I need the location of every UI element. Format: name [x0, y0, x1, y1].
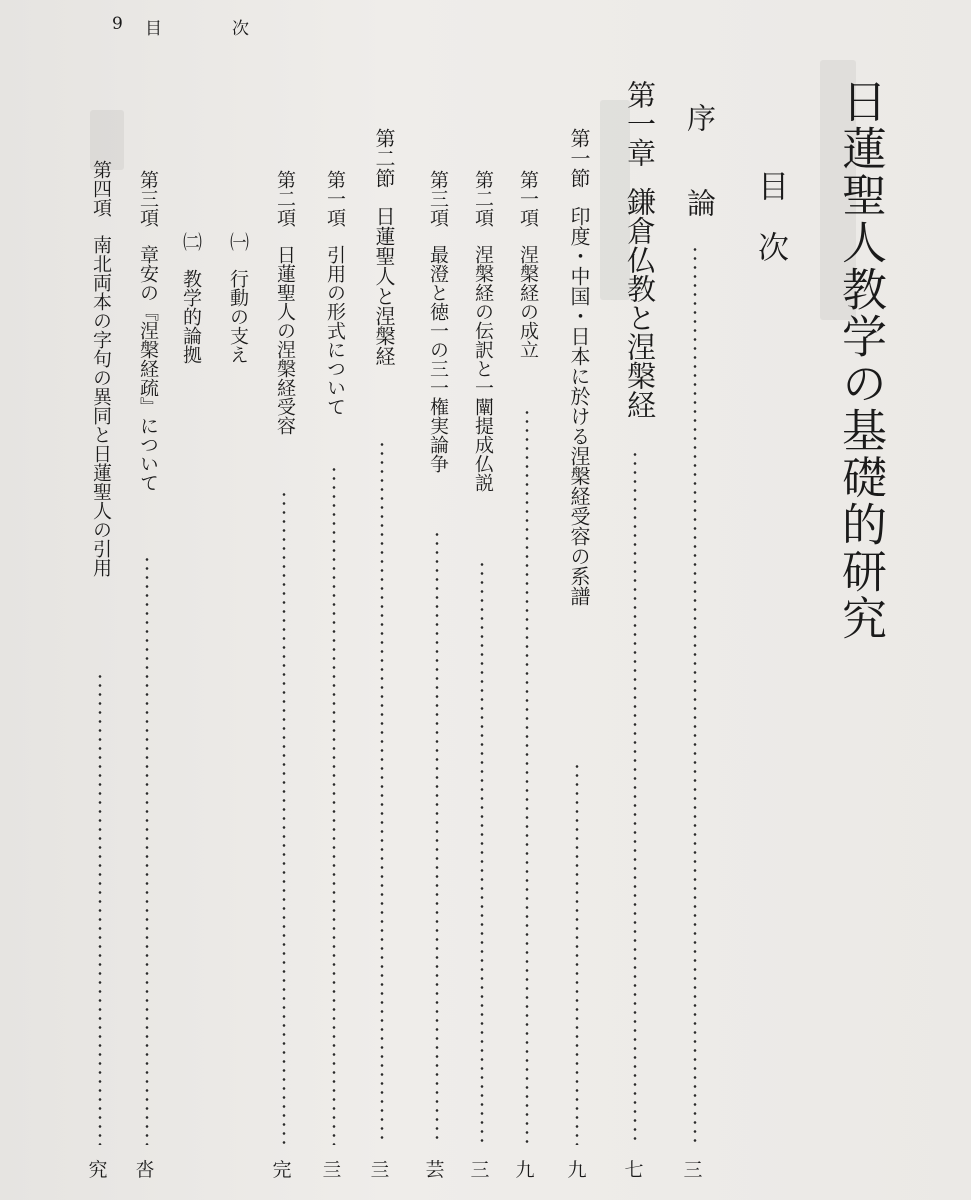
- toc-entry: 第三項最澄と徳一の三一権実論争: [427, 170, 449, 473]
- page-ref: 三: [683, 1159, 703, 1181]
- leader-dots: [332, 465, 336, 1145]
- running-head-right: 次: [232, 19, 249, 39]
- toc-entry: 第二節日蓮聖人と涅槃経: [372, 128, 396, 366]
- toc-entry: 第三項章安の『涅槃経疏』について: [137, 170, 159, 492]
- leader-dots: [633, 450, 637, 1145]
- page-ref: 亖: [370, 1159, 390, 1181]
- toc-entry: 第一節印度・中国・日本に於ける涅槃経受容の系譜: [567, 128, 591, 606]
- leader-dots: [380, 440, 384, 1145]
- page-ref: 究: [88, 1159, 108, 1181]
- running-head: [112, 14, 123, 34]
- toc-entry: 第一項涅槃経の成立: [517, 170, 539, 359]
- toc-entry: 第四項南北両本の字句の異同と日蓮聖人の引用: [90, 160, 112, 577]
- toc-entry: 序論: [683, 103, 717, 217]
- leader-dots: [525, 408, 529, 1145]
- page-ref: 七: [624, 1159, 644, 1181]
- leader-dots: [693, 245, 697, 1145]
- page-ref: 亖: [322, 1159, 342, 1181]
- leader-dots: [435, 530, 439, 1145]
- leader-dots: [575, 762, 579, 1145]
- toc-heading: 目次: [752, 170, 788, 292]
- page-ref: 三: [470, 1159, 490, 1181]
- toc-entry: 第一章鎌倉仏教と涅槃経: [623, 80, 657, 419]
- toc-entry: ㈡教学的論拠: [180, 232, 202, 364]
- toc-entry: 第二項涅槃経の伝訳と一闡提成仏説: [472, 170, 494, 492]
- toc-entry: 第一項引用の形式について: [324, 170, 346, 416]
- page-ref: 九: [567, 1159, 587, 1181]
- book-title: 日蓮聖人教学の基礎的研究: [834, 78, 887, 642]
- page-ref: 九: [515, 1159, 535, 1181]
- page-ref: 完: [272, 1159, 292, 1181]
- page-ref: 芸: [425, 1159, 445, 1181]
- page-number: 9: [112, 14, 123, 34]
- leader-dots: [145, 555, 149, 1145]
- toc-entry: ㈠行動の支え: [227, 232, 249, 364]
- leader-dots: [480, 560, 484, 1145]
- page-ref: 呇: [135, 1159, 155, 1181]
- leader-dots: [98, 672, 102, 1145]
- running-head-left: 目: [145, 19, 162, 39]
- toc-entry: 第二項日蓮聖人の涅槃経受容: [274, 170, 296, 435]
- leader-dots: [282, 490, 286, 1145]
